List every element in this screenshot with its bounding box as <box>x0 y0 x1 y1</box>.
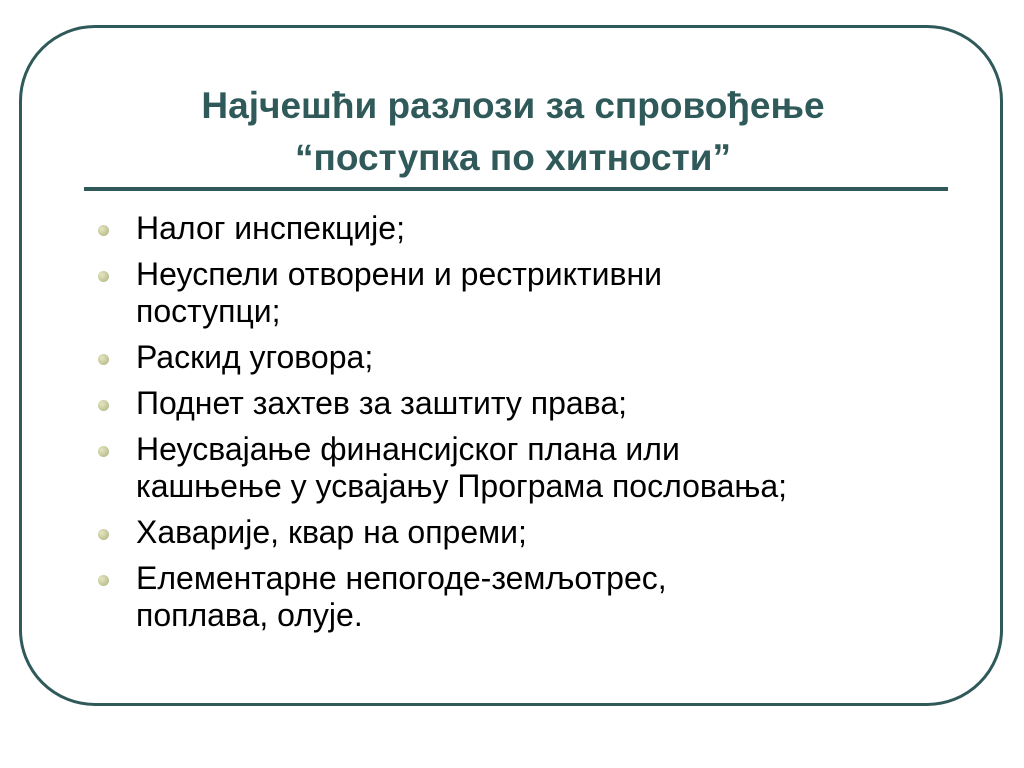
bullet-dot-icon <box>98 400 109 411</box>
bullet-text: Неусвајање финансијског плана или <box>136 431 680 467</box>
bullet-text: Поднет захтев за заштиту права; <box>136 385 627 421</box>
slide-title <box>60 80 966 184</box>
bullet-text: Елементарне непогоде-земљотрес, <box>136 560 667 596</box>
slide-title-line-2: “поступка по хитности” <box>295 137 731 178</box>
title-divider <box>84 187 948 191</box>
bullet-text-continuation: кашњење у усвајању Програма пословања; <box>136 468 788 504</box>
bullet-text: Налог инспекције; <box>136 210 405 246</box>
bullet-text: Раскид уговора; <box>136 339 374 375</box>
bullet-item <box>98 210 958 247</box>
bullet-item <box>98 560 958 634</box>
bullet-text-continuation: поступци; <box>136 293 281 329</box>
bullet-dot-icon <box>98 354 109 365</box>
bullet-item <box>98 339 958 376</box>
bullet-list <box>98 210 958 643</box>
bullet-dot-icon <box>98 225 109 236</box>
bullet-item <box>98 256 958 330</box>
bullet-dot-icon <box>98 446 109 457</box>
bullet-dot-icon <box>98 271 109 282</box>
bullet-text: Неуспели отворени и рестриктивни <box>136 256 663 292</box>
bullet-text: Хаварије, квар на опреми; <box>136 514 527 550</box>
bullet-dot-icon <box>98 575 109 586</box>
bullet-text-continuation: поплава, олује. <box>136 597 363 633</box>
bullet-item <box>98 431 958 505</box>
bullet-item <box>98 514 958 551</box>
bullet-dot-icon <box>98 529 109 540</box>
bullet-item <box>98 385 958 422</box>
slide-title-line-1: Најчешћи разлози за спровођење <box>201 85 825 126</box>
